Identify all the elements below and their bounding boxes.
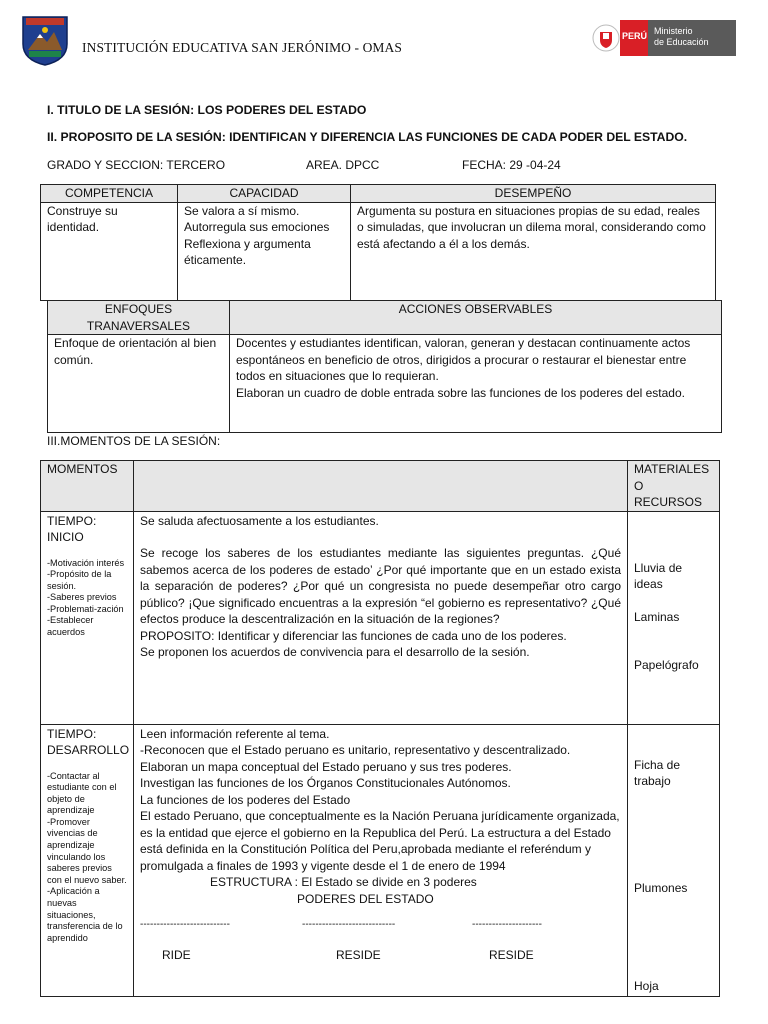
competence-table	[40, 184, 716, 301]
desarrollo-line: La funciones de los poderes del Estado	[140, 792, 351, 807]
dash-line: ---------------------------	[140, 919, 230, 930]
reside-label: RIDE	[162, 948, 191, 962]
desarrollo-line: -Reconocen que el Estado peruano es unitario, representativo y descentralizado.	[140, 743, 571, 757]
desarrollo-line: Leen información referente al tema.	[140, 726, 330, 741]
school-name: INSTITUCIÓN EDUCATIVA SAN JERÓNIMO - OMAS	[82, 40, 402, 55]
powers-dashes-row	[140, 917, 621, 933]
header-acciones: ACCIONES OBSERVABLES	[230, 301, 722, 335]
logo-peru-text: PERÚ	[622, 31, 648, 41]
inicio-label: TIEMPO: INICIO	[47, 513, 97, 544]
desarrollo-steps: -Contactar al estudiante con el objeto de aprendizaje -Promover vivencias de aprendizaje vinculando los saberes previos con el nuevo saber. -Aplicación a nuevas situaciones, transferencia de lo aprendido	[47, 770, 127, 943]
competencia-cell: Construye su identidad.	[41, 202, 178, 300]
capacidad-cell: Se valora a sí mismo. Autorregula sus emociones Reflexiona y argumenta éticamente.	[178, 202, 351, 300]
powers-title: PODERES DEL ESTADO	[297, 891, 434, 906]
inicio-materials-cell	[628, 511, 720, 724]
inicio-moment-cell	[41, 511, 134, 724]
header-materiales: MATERIALES O RECURSOS	[628, 461, 720, 512]
inicio-greeting: Se saluda afectuosamente a los estudiantes.	[140, 513, 379, 528]
header-momentos: MOMENTOS	[41, 461, 134, 512]
desarrollo-materials-cell	[628, 724, 720, 996]
ministry-of-education-logo	[590, 18, 736, 58]
material-item: Papelógrafo	[634, 658, 699, 672]
header-desempeno: DESEMPEÑO	[351, 185, 716, 203]
material-item: Lluvia de ideas	[634, 560, 683, 591]
material-item: Hoja	[634, 979, 659, 993]
desarrollo-paragraph: El estado Peruano, que conceptualmente es la Nación Peruana jurídicamente organizada, es la entidad que ejerce el gobierno en la Republica del Perú. La estructura a del Estado está definida en la Constitución Política del Peru,aprobada mediante el referéndum y promulgada a finales de 1993 y vigente desde el 1 de enero de 1994	[140, 809, 620, 873]
date: FECHA: 29 -04-24	[462, 158, 561, 172]
inicio-activities-cell	[134, 511, 628, 724]
desarrollo-line: Elaboran un mapa conceptual del Estado peruano y sus tres poderes.	[140, 759, 512, 774]
dash-line: ----------------------------	[302, 919, 396, 930]
desarrollo-moment-cell	[41, 724, 134, 996]
desarrollo-label: TIEMPO: DESARROLLO	[47, 726, 130, 757]
moments-table	[40, 460, 720, 997]
area: AREA. DPCC	[306, 158, 380, 172]
reside-label: RESIDE	[336, 948, 381, 962]
session-purpose: II. PROPOSITO DE LA SESIÓN: IDENTIFICAN Y DIFERENCIA LAS FUNCIONES DE CADA PODER DEL ESTADO.	[47, 130, 688, 144]
desempeno-cell: Argumenta su postura en situaciones propias de su edad, reales o simuladas, que involucran un dilema moral, considerando como está afectando a él a los demás.	[351, 202, 716, 300]
header-capacidad: CAPACIDAD	[178, 185, 351, 203]
session-title: I. TITULO DE LA SESIÓN: LOS PODERES DEL ESTADO	[47, 103, 367, 117]
moments-heading: III.MOMENTOS DE LA SESIÓN:	[47, 434, 221, 448]
acciones-cell: Docentes y estudiantes identifican, valoran, generan y destacan continuamente actos espontáneos en beneficio de otros, dirigidos a procurar o restaurar el bienestar entre todos en situaciones que lo requieran. Elaboran un cuadro de doble entrada sobre las funciones de los poderes del estado.	[230, 335, 722, 433]
powers-resides-row	[140, 947, 621, 963]
logo-ministry-line1: Ministerio	[654, 26, 693, 36]
enfoque-cell: Enfoque de orientación al bien común.	[48, 335, 230, 433]
inicio-questions: Se recoge los saberes de los estudiantes mediante las siguientes preguntas. ¿Qué sabemos acerca de los poderes de estado’ ¿Por qué importante que en un estado exista la separación de poderes? ¿Por qué un congresista no puede desempeñar otro cargo público? ¡Que significado encuentras a la expresión “el gobierno es representativo? ¿Qué efectos produce la descentralización en la situación de la regiones?	[140, 546, 621, 626]
material-item: Ficha de trabajo	[634, 757, 681, 788]
desarrollo-line: Investigan las funciones de los Órganos Constitucionales Autónomos.	[140, 776, 511, 790]
desarrollo-activities-cell	[134, 724, 628, 996]
dash-line: ---------------------	[472, 919, 542, 930]
school-crest-logo	[20, 14, 70, 66]
inicio-agreements: Se proponen los acuerdos de convivencia para el desarrollo de la sesión.	[140, 645, 530, 659]
structure-line: ESTRUCTURA : El Estado se divide en 3 poderes	[210, 875, 477, 889]
inicio-steps: -Motivación interés -Propósito de la sesión. -Saberes previos -Problemati-zación -Establecer acuerdos	[47, 557, 125, 638]
grade-section: GRADO Y SECCION: TERCERO	[47, 158, 226, 172]
reside-label: RESIDE	[489, 948, 534, 962]
logo-ministry-line2: de Educación	[654, 37, 709, 47]
focus-table	[47, 300, 722, 433]
material-item: Laminas	[634, 609, 680, 624]
header-enfoques: ENFOQUES TRANAVERSALES	[48, 301, 230, 335]
material-item: Plumones	[634, 880, 688, 895]
header-middle	[134, 461, 628, 512]
inicio-purpose: PROPOSITO: Identificar y diferenciar las funciones de cada uno de los poderes.	[140, 628, 567, 643]
header-competencia: COMPETENCIA	[41, 185, 178, 203]
